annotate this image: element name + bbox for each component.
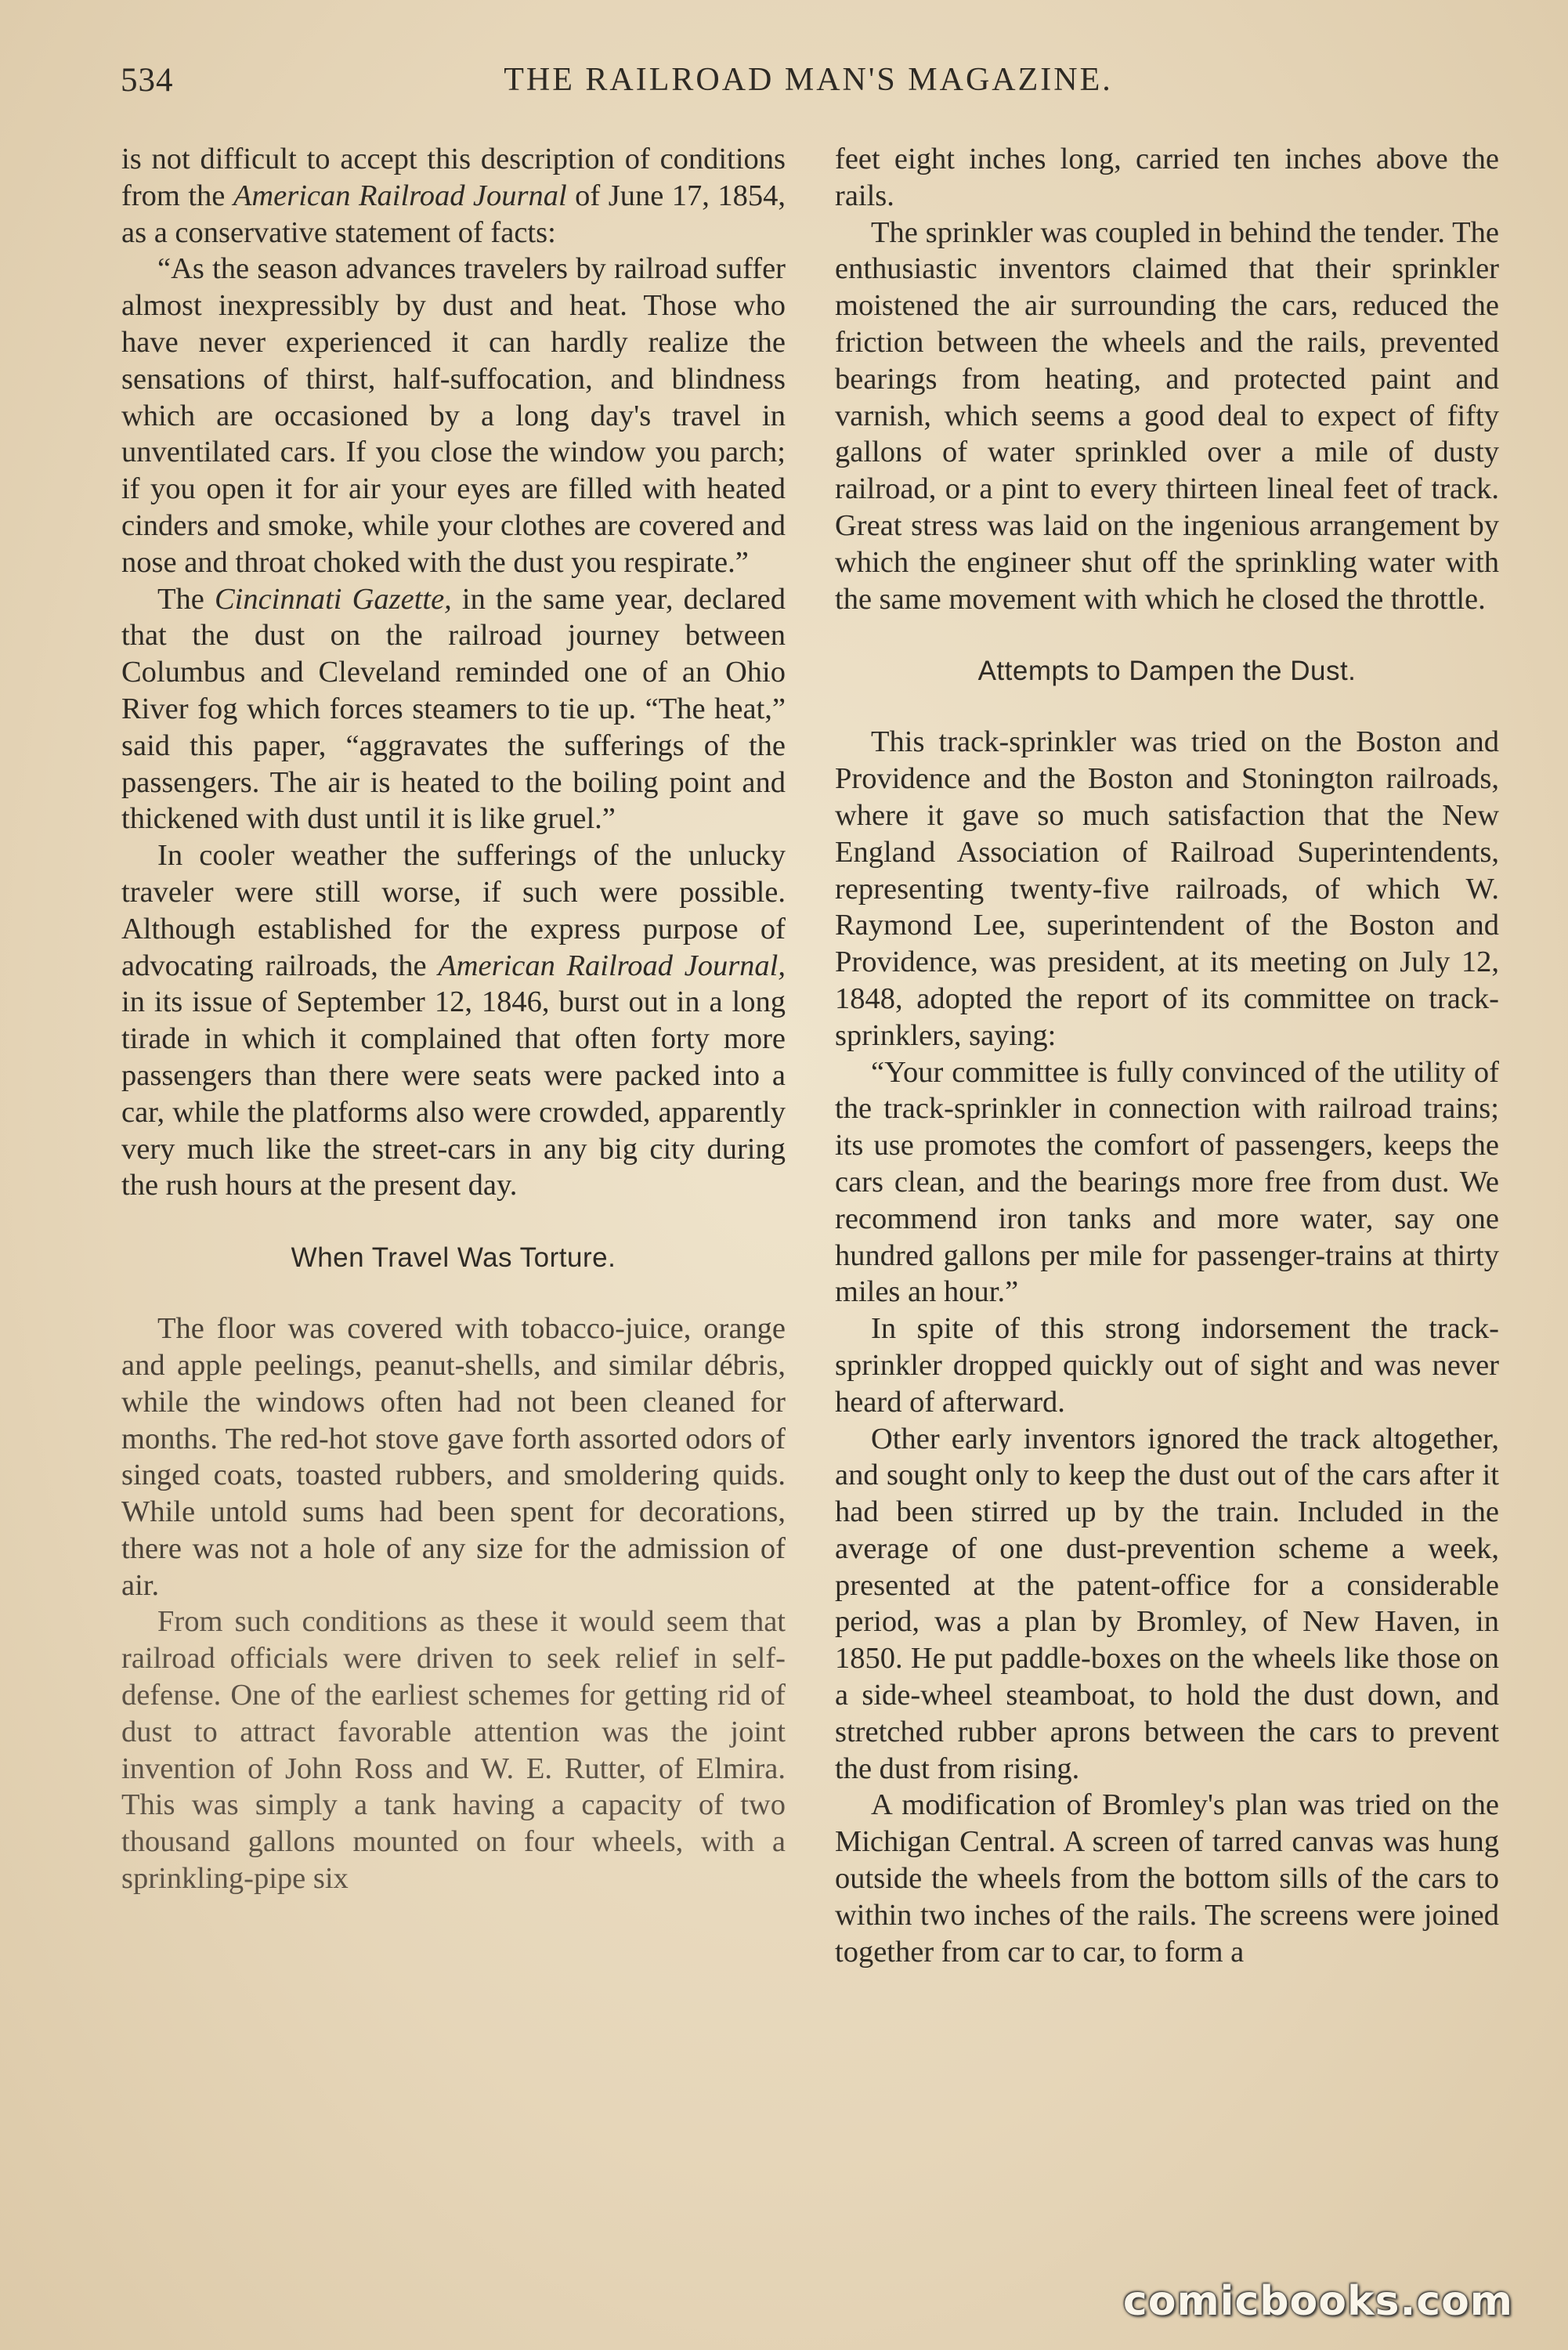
quote-paragraph: “Your committee is fully convinced of the utility of the track-sprinkler in connection with railroad trains; its use promotes the comfort of passengers, keeps the cars clean, and the bearings more free from dust. We recommend iron tanks and more water, say one hundred gallons per mile for passenger-trains at thirty miles an hour.” xyxy=(835,1055,1499,1309)
paragraph: This track-sprinkler was tried on the Boston and Providence and the Boston and Stonington railroads, where it gave so much satisfaction that the New England Association of Railroad Superintendents, representing twenty-five railroads, of which W. Raymond Lee, superintendent of the Boston and Providence, was president, at its meeting on July 12, 1848, adopted the report of its committee on track-sprinklers, saying: xyxy=(835,725,1499,1052)
newspaper-title: Cincinnati Gazette, xyxy=(214,582,452,616)
paragraph: Other early inventors ignored the track altogether, and sought only to keep the dust out of the cars after it had been stirred up by the train. Included in the average of one dust-prevention scheme a week, presented at the patent-office for a considerable period, was a plan by Bromley, of New Haven, in 1850. He put paddle-boxes on the wheels like those on a side-wheel steamboat, to hold the dust down, and stretched rubber aprons between the cars to prevent the dust from rising. xyxy=(835,1422,1499,1785)
journal-title: American Railroad Journal, xyxy=(438,949,786,982)
paragraph: From such conditions as these it would seem that railroad officials were driven to seek relief in self-defense. One of the earliest schemes for getting rid of dust to attract favorable attention was the joint invention of John Ross and W. E. Rutter, of Elmira. This was simply a tank having a capacity of two thousand gallons mounted on four wheels, with a sprinkling-pipe six xyxy=(121,1605,786,1896)
journal-title: American Railroad Journal xyxy=(233,179,567,212)
section-heading: When Travel Was Torture. xyxy=(291,1242,616,1274)
watermark: comicbooks.com xyxy=(1122,2278,1513,2325)
running-title: THE RAILROAD MAN'S MAGAZINE. xyxy=(504,62,1113,98)
page-number: 534 xyxy=(121,62,174,99)
page-header xyxy=(121,61,1496,116)
paragraph: The floor was covered with tobacco-juice, orange and apple peelings, peanut-shells, and similar débris, while the windows often had not been cleaned for months. The red-hot stove gave forth assorted odors of singed coats, toasted rubbers, and smoldering quids. While untold sums had been spent for decorations, there was not a hole of any size for the admission of air. xyxy=(121,1312,786,1602)
paragraph: In spite of this strong indorsement the track-sprinkler dropped quickly out of sight and was never heard of afterward. xyxy=(835,1312,1499,1419)
paragraph: The sprinkler was coupled in behind the tender. The enthusiastic inventors claimed that their sprinkler moistened the air surrounding the cars, reduced the friction between the wheels and the rails, prevented bearings from heating, and protected paint and varnish, which seems a good deal to expect of fifty gallons of water sprinkled over a mile of dusty railroad, or a pint to every thirteen lineal feet of track. Great stress was laid on the ingenious arrangement by which the engineer shut off the sprinkling water with the same movement with which he closed the throttle. xyxy=(835,215,1499,616)
paragraph: A modification of Bromley's plan was tried on the Michigan Central. A screen of tarred canvas was hung outside the wheels from the bottom sills of the cars to within two inches of the rails. The screens were joined together from car to car, to form a xyxy=(835,1788,1499,1969)
right-column xyxy=(835,141,1499,1970)
paragraph: In cooler weather the sufferings of the unlucky traveler were still worse, if such were possible. Although established for the express purpose of advocating railroads, the American Railroad Journal, in its issue of September 12, 1846, burst out in a long tirade in which it complained that often forty more passengers than there were seats were packed into a car, while the platforms also were crowded, apparently very much like the street-cars in any big city during the rush hours at the present day. xyxy=(121,839,786,1202)
section-heading: Attempts to Dampen the Dust. xyxy=(977,656,1357,687)
quote-paragraph: “As the season advances travelers by railroad suffer almost inexpressibly by dust and heat. Those who have never experienced it can hardly realize the sensations of thirst, half-suffocation, and blindness which are occasioned by a long day's travel in unventilated cars. If you close the window you parch; if you open it for air your eyes are filled with heated cinders and smoke, while your clothes are covered and nose and throat choked with the dust you respirate.” xyxy=(121,252,786,579)
paragraph: The Cincinnati Gazette, in the same year, declared that the dust on the railroad journey between Columbus and Cleveland reminded one of an Ohio River fog which forces steamers to tie up. “The heat,” said this paper, “aggravates the sufferings of the passengers. The air is heated to the boiling point and thickened with dust until it is like gruel.” xyxy=(121,582,786,836)
paragraph: is not difficult to accept this description of conditions from the American Railroad Journal of June 17, 1854, as a conservative statement of facts: xyxy=(121,143,786,249)
paragraph: feet eight inches long, carried ten inches above the rails. xyxy=(835,143,1499,212)
left-column xyxy=(121,141,786,1897)
